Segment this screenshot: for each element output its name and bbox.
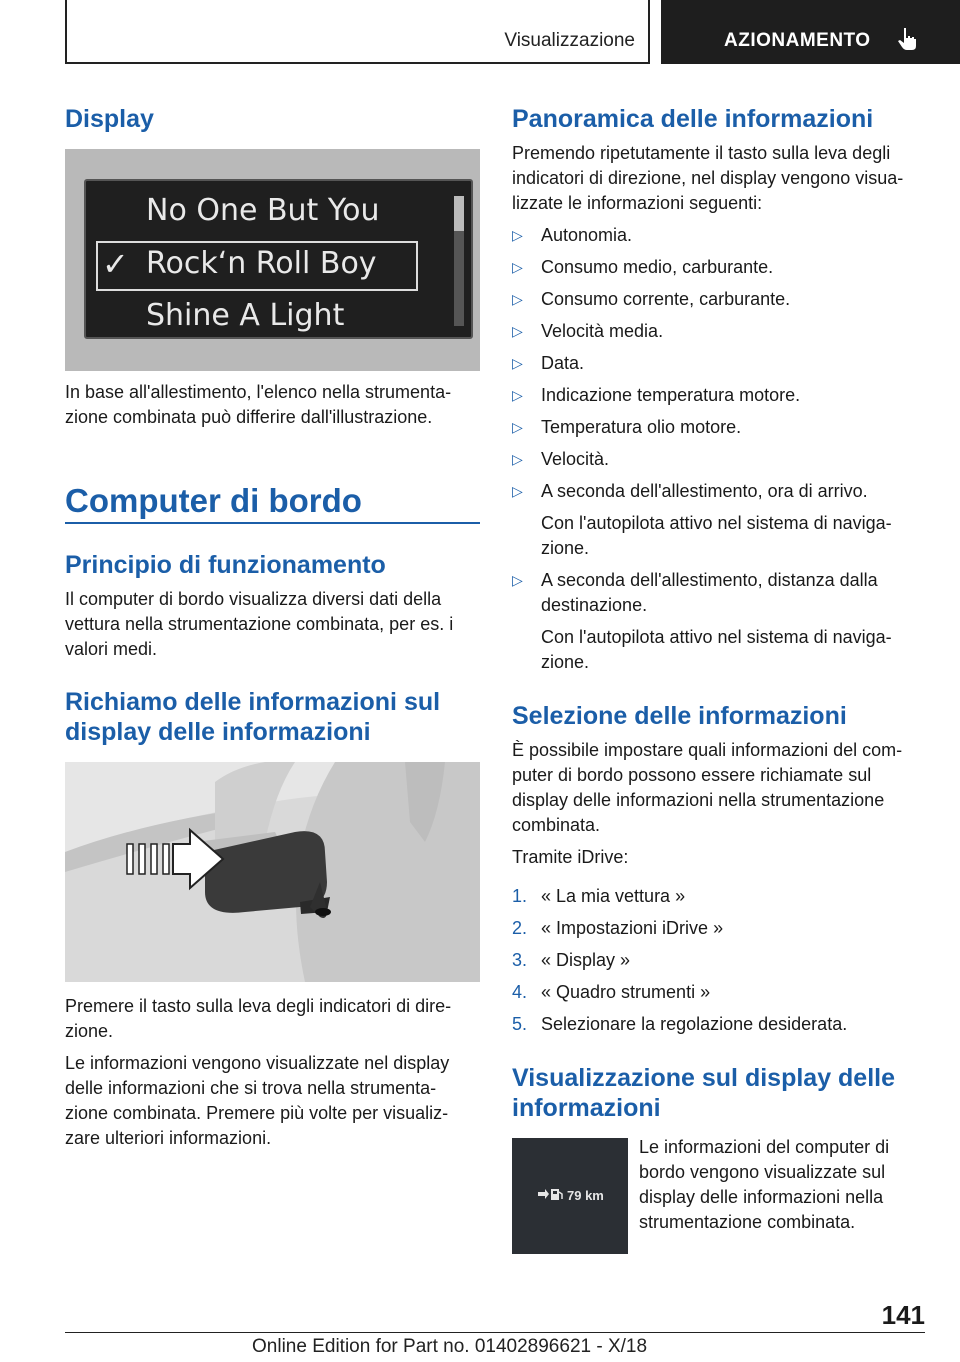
computer-heading: Computer di bordo [65, 482, 362, 519]
header-chapter-label: AZIONAMENTO [724, 30, 871, 51]
press-line: Premere il tasto sulla leva degli indicatori di dire- [65, 996, 452, 1016]
header-left-border [65, 0, 67, 64]
list-item-continuation: destinazione. [541, 595, 648, 615]
selection-heading: Selezione delle informazioni [512, 702, 847, 730]
display-list-item: No One But You [146, 193, 380, 228]
header-section-title: Visualizzazione [504, 30, 635, 51]
display-note-line: In base all'allestimento, l'elenco nella strumenta- [65, 382, 452, 402]
selection-line: display delle informazioni nella strumentazione [512, 790, 885, 810]
footer-edition: Online Edition for Part no. 01402896621 - X/18 [252, 1336, 648, 1357]
bullet-triangle-icon: ▷ [512, 483, 523, 499]
selection-line: puter di bordo possono essere richiamate sul [512, 765, 872, 785]
heading-rule [65, 522, 480, 524]
page-number: 141 [881, 1300, 925, 1330]
bullet-triangle-icon: ▷ [512, 355, 523, 371]
overview-line: lizzate le informazioni seguenti: [512, 193, 763, 213]
display-screen [84, 179, 473, 339]
selection-line: combinata. [512, 815, 601, 835]
bullet-triangle-icon: ▷ [512, 259, 523, 275]
footer-rule [65, 1332, 925, 1333]
lever-drawing [65, 762, 480, 982]
visual-line: display delle informazioni nella [639, 1187, 884, 1207]
bullet-triangle-icon: ▷ [512, 227, 523, 243]
list-subnote: zione. [541, 538, 590, 558]
overview-line: Premendo ripetutamente il tasto sulla leva degli [512, 143, 891, 163]
range-value: 79 km [567, 1188, 604, 1203]
info-line: zione combinata. Premere più volte per visualiz- [65, 1103, 449, 1123]
principle-line: valori medi. [65, 639, 158, 659]
principle-line: Il computer di bordo visualizza diversi dati della [65, 589, 442, 609]
press-line: zione. [65, 1021, 114, 1041]
info-line: Le informazioni vengono visualizzate nel display [65, 1053, 450, 1073]
display-scrollbar-thumb [454, 196, 464, 231]
overview-heading: Panoramica delle informazioni [512, 105, 874, 133]
header-chapter-tab[interactable] [661, 0, 960, 64]
list-subnote: zione. [541, 652, 590, 672]
header-right-border [648, 0, 650, 64]
pointing-hand-icon [895, 26, 919, 52]
display-list-item: Shine A Light [146, 298, 345, 333]
info-line: delle informazioni che si trova nella strumenta- [65, 1078, 437, 1098]
principle-line: vettura nella strumentazione combinata, per es. i [65, 614, 454, 634]
visual-line: strumentazione combinata. [639, 1212, 856, 1232]
visual-line: bordo vengono visualizzate sul [639, 1162, 886, 1182]
display-list-item: Rock‘n Roll Boy [146, 246, 377, 281]
header-rule [65, 62, 650, 64]
bullet-triangle-icon: ▷ [512, 419, 523, 435]
visual-heading: informazioni [512, 1094, 661, 1122]
bullet-triangle-icon: ▷ [512, 291, 523, 307]
bullet-triangle-icon: ▷ [512, 323, 523, 339]
info-line: zare ulteriori informazioni. [65, 1128, 272, 1148]
principle-heading: Principio di funzionamento [65, 551, 386, 579]
list-subnote: Con l'autopilota attivo nel sistema di naviga- [541, 627, 892, 647]
visual-line: Le informazioni del computer di [639, 1137, 890, 1157]
recall-heading: Richiamo delle informazioni sul [65, 688, 441, 716]
check-icon: ✓ [102, 246, 129, 282]
turn-signal-lever-illustration [65, 762, 480, 982]
range-display-illustration [512, 1138, 628, 1254]
bullet-triangle-icon: ▷ [512, 572, 523, 588]
bullet-triangle-icon: ▷ [512, 387, 523, 403]
display-heading: Display [65, 105, 154, 133]
idrive-label: Tramite iDrive: [512, 847, 629, 867]
bullet-triangle-icon: ▷ [512, 451, 523, 467]
display-illustration [65, 149, 480, 371]
recall-heading: display delle informazioni [65, 718, 371, 746]
display-note-line: zione combinata può differire dall'illustrazione. [65, 407, 433, 427]
selection-line: È possibile impostare quali informazioni del com- [512, 740, 903, 760]
visual-heading: Visualizzazione sul display delle [512, 1064, 896, 1092]
list-subnote: Con l'autopilota attivo nel sistema di naviga- [541, 513, 892, 533]
overview-line: indicatori di direzione, nel display vengono visua- [512, 168, 904, 188]
